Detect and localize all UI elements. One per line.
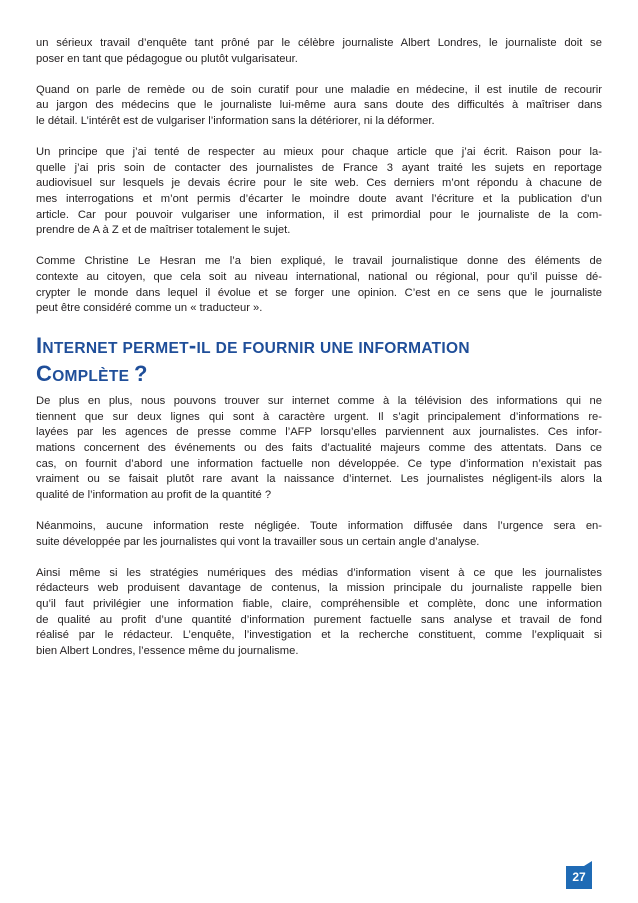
text-line: de qualité au profit d’une quantité d’information purement factuelle sans analyse et travail de fond [36, 613, 602, 626]
text-line: Quand on parle de remède ou de soin curatif pour une maladie en médecine, il est inutile de recourir [36, 83, 602, 96]
heading-line-1: INTERNET PERMET-IL DE FOURNIR UNE INFORMATION [36, 333, 470, 359]
text-section-before [36, 36, 602, 317]
text-line: article. Car pour pouvoir vulgariser une information, il est primordial pour le journaliste de la com- [36, 208, 602, 221]
text-line: le détail. L’intérêt est de vulgariser l’information sans la détériorer, ni la déformer. [36, 114, 435, 127]
paragraph [36, 519, 602, 550]
page-body [36, 36, 602, 675]
text-line: bien Albert Londres, l’essence même du journalisme. [36, 644, 299, 657]
text-line: Comme Christine Le Hesran me l’a bien expliqué, le travail journalistique donne des éléments de [36, 255, 602, 268]
text-line: crypter le monde dans lequel il évolue et se forger une opinion. C’est en ce sens que le journaliste [36, 286, 602, 299]
paragraph [36, 83, 602, 130]
paragraph [36, 254, 602, 316]
text-line: Néanmoins, aucune information reste négligée. Toute information diffusée dans l’urgence sera en- [36, 520, 602, 533]
paragraph [36, 145, 602, 239]
section-heading [36, 332, 602, 388]
text-line: Un principe que j’ai tenté de respecter au mieux pour chaque article que j’ai écrit. Raison pour la- [36, 146, 602, 159]
text-line: un sérieux travail d’enquête tant prôné par le célèbre journaliste Albert Londres, le journaliste doit se [36, 37, 602, 49]
text-line: prendre de A à Z et de maîtriser totalement le sujet. [36, 224, 291, 237]
page-number: 27 [566, 866, 592, 889]
text-section-after [36, 394, 602, 659]
text-line: réalisé par le rédacteur. L’enquête, l’investigation et la recherche constituent, comme l’expliquait si [36, 629, 602, 642]
paragraph [36, 394, 602, 503]
text-line: audiovisuel sur lesquels je devais écrire pour le site web. Ces derniers m’ont répondu à chacune de [36, 177, 602, 190]
text-line: poser en tant que pédagogue ou plutôt vulgarisateur. [36, 52, 298, 65]
text-line: au jargon des médecins que le journaliste lui-même aura sans doute des difficultés à maîtriser dans [36, 99, 602, 112]
paragraph [36, 36, 602, 67]
text-line: De plus en plus, nous pouvons trouver sur internet comme à la télévision des informations qui ne [36, 395, 602, 408]
text-line: layées par les agences de presse comme l’AFP lorsqu’elles parviennent aux journalistes. Ces infor- [36, 426, 602, 439]
text-line: qualité de l’information au profit de la quantité ? [36, 488, 272, 501]
text-line: mations concernent des événements ou des faits d’actualité majeurs comme des attentats. Dans ce [36, 442, 602, 455]
text-line: cas, on fournit d’abord une information factuelle non développée. Ce type d’information n’existait pas [36, 457, 602, 470]
text-line: tiennent que sur deux lignes qui sont à caractère urgent. Il s’agit principalement d’informations re- [36, 410, 602, 423]
text-line: quelle j’ai pris soin de contacter des journalistes de France 3 ayant traité les sujets en reportage [36, 161, 602, 174]
text-line: qu’il faut privilégier une information fiable, claire, compréhensible et complète, donc une information [36, 598, 602, 610]
text-line: Ainsi même si les stratégies numériques des médias d’information visent à ce que les journalistes [36, 566, 602, 579]
text-line: contexte au citoyen, que cela soit au niveau international, national ou régional, pour qu’il puisse dé- [36, 270, 602, 283]
text-line: suite développée par les journalistes qui vont la travailler sous un certain angle d’analyse. [36, 535, 480, 548]
heading-question-mark: ? [133, 361, 148, 387]
paragraph [36, 566, 602, 660]
text-line: mes interrogations et m’ont permis d’écarter le moindre doute avant l’écriture et la publication d’un [36, 192, 602, 205]
heading-line-2: COMPLÈTE ? [36, 361, 148, 387]
text-line: peut être considéré comme un « traducteur ». [36, 302, 263, 315]
text-line: rédacteurs web produisent davantage de contenus, la mission principale du journaliste rappelle bien [36, 582, 602, 595]
text-line: vraiment ou se faisait plutôt rare avant la naissance d’internet. Les journalistes négligent-ils alors la [36, 473, 602, 486]
